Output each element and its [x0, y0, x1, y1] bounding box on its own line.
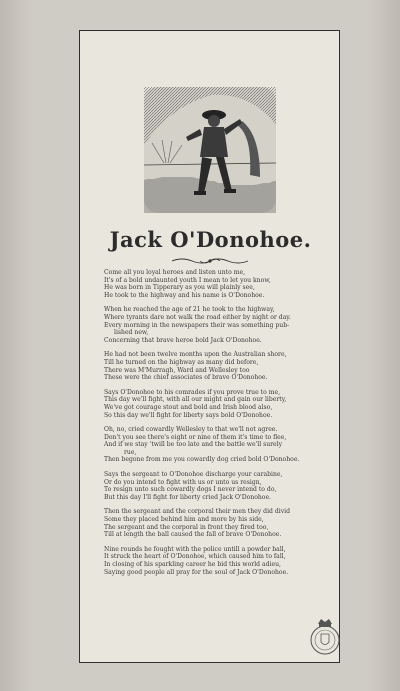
verse-line: And if we stay 'twill be too late and the battle we'll surely	[104, 441, 283, 449]
stanza	[104, 269, 336, 299]
broadside-sheet	[79, 30, 340, 663]
highwayman-woodcut-icon	[142, 85, 278, 215]
verse-line: Then the sergeant and the corporal their men they did divid	[104, 508, 290, 516]
verse-line: lished new,	[114, 329, 149, 337]
verse-line: Concerning that brave heroe bold Jack O'Donohoe.	[104, 336, 262, 344]
verse-line: He had not been twelve months upon the Australian shore,	[104, 351, 287, 359]
decorative-flourish-icon	[170, 256, 250, 266]
verse-line: To resign unto such cowardly dogs I never intend to do,	[104, 486, 277, 494]
verse-line: Saying good people all pray for the soul of Jack O'Donohoe.	[104, 568, 289, 576]
verse-line: Says O'Donohoe to his comrades if you prove true to me,	[104, 388, 281, 396]
verse-line: In closing of his sparkling career he bid this world adieu,	[104, 561, 281, 568]
verse-line: The sergeant and the corporal in front they fired too,	[104, 523, 269, 531]
verse-line: rue,	[124, 448, 137, 456]
verse-line: But this day I'll fight for liberty cried Jack O'Donohoe.	[104, 493, 271, 501]
verse-line: Every morning in the newspapers their was something pub-	[104, 321, 290, 329]
verse-line: So this day we'll fight for liberty says bold O'Donohoe.	[104, 411, 273, 419]
verse-line: When he reached the age of 21 he took to the highway,	[104, 306, 275, 314]
verse-line: Some they placed behind him and more by his side,	[104, 516, 264, 524]
verse-line: We've got courage stout and bold and Irish blood also,	[104, 403, 273, 411]
verse-line: Oh, no, cried cowardly Wellesley to that we'll not agree.	[104, 426, 278, 434]
verse-line: Till at length the ball caused the fall of brave O'Donohoe.	[104, 531, 282, 539]
verse-line: He was born in Tipperary as you will plainly see,	[104, 284, 255, 292]
stanza	[104, 351, 336, 381]
verse-line: Till he turned on the highway as many did before,	[104, 358, 259, 366]
verse-line: He took to the highway and his name is O'Donohoe.	[104, 291, 265, 299]
stanza	[104, 546, 336, 576]
library-crest-stamp-icon	[309, 616, 341, 656]
verse-line: Says the sergeant to O'Donohoe discharge your carabine,	[104, 471, 283, 479]
verse-line: It struck the heart of O'Donohoe, which caused him to fall,	[104, 553, 286, 561]
verse-line: Or do you intend to fight with us or unto us resign,	[104, 478, 262, 486]
ballad-text	[104, 269, 336, 583]
stanza	[104, 426, 336, 464]
verse-line: Come all you loyal heroes and listen unto me,	[104, 269, 246, 276]
verse-line: There was M'Murragh, Ward and Wellesley too	[104, 366, 250, 374]
stanza	[104, 471, 336, 501]
verse-line: Then begone from me you cowardly dog cried bold O'Donohoe.	[104, 456, 300, 464]
verse-line: Nine rounds he fought with the police untill a powder ball,	[104, 545, 286, 553]
verse-line: Where tyrants dare not walk the road either by night or day.	[104, 313, 291, 321]
verse-line: These were the chief associates of brave O'Donohoe.	[104, 374, 268, 382]
stanza	[104, 389, 336, 419]
verse-line: This day we'll fight, with all our might and gain our liberty,	[104, 396, 287, 404]
verse-line: It's of a bold undaunted youth I mean to let you know,	[104, 276, 271, 284]
ballad-title: Jack O'Donohoe.	[109, 227, 312, 252]
stanza	[104, 306, 336, 344]
stanza	[104, 508, 336, 538]
verse-line: Don't you see there's eight or nine of them it's time to flee,	[104, 433, 287, 441]
